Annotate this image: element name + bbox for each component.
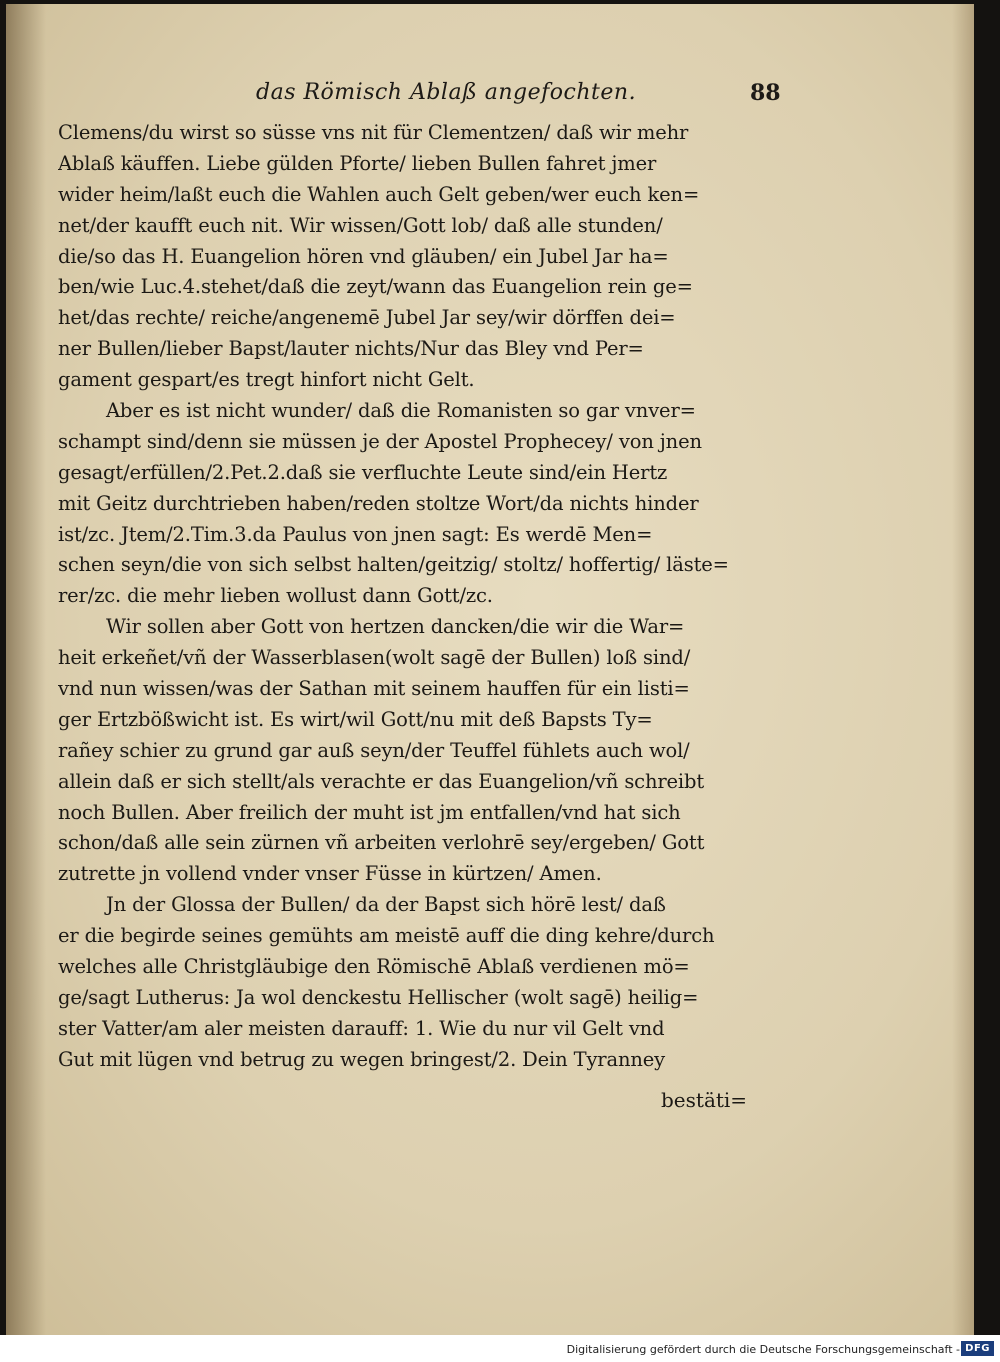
text-line: ge/sagt Lutherus: Ja wol denckestu Hellischer (wolt sagē) heilig= <box>58 985 699 1009</box>
text-line: er die begirde seines gemühts am meistē auff die ding kehre/durch <box>58 924 715 948</box>
book-page <box>6 4 974 1335</box>
catchword: bestäti= <box>661 1088 748 1112</box>
text-line: Aber es ist nicht wunder/ daß die Romanisten so gar vnver= <box>106 399 696 423</box>
text-line: Ablaß käuffen. Liebe gülden Pforte/ lieben Bullen fahret jmer <box>58 151 657 175</box>
text-line: het/das rechte/ reiche/angenemē Jubel Jar sey/wir dörffen dei= <box>58 306 676 330</box>
text-line: mit Geitz durchtrieben haben/reden stoltze Wort/da nichts hinder <box>58 491 699 515</box>
page-header <box>6 80 974 114</box>
text-line: Gut mit lügen vnd betrug zu wegen bringest/2. Dein Tyranney <box>58 1047 666 1071</box>
text-line: gesagt/erfüllen/2.Pet.2.daß sie verfluchte Leute sind/ein Hertz <box>58 460 668 484</box>
dfg-logo: DFG <box>961 1341 994 1356</box>
text-line: heit erkeñet/vñ der Wasserblasen(wolt sagē der Bullen) loß sind/ <box>58 646 691 670</box>
text-line: ger Ertzbößwicht ist. Es wirt/wil Gott/nu mit deß Bapsts Ty= <box>58 707 653 731</box>
text-line: Clemens/du wirst so süsse vns nit für Clementzen/ daß wir mehr <box>58 121 689 144</box>
text-line: rer/zc. die mehr lieben wollust dann Gott/zc. <box>58 584 493 608</box>
footer-bar <box>0 1335 1000 1362</box>
running-title: das Römisch Ablaß angefochten. <box>256 80 637 105</box>
body-text <box>58 118 782 1076</box>
text-line: net/der kaufft euch nit. Wir wissen/Gott lob/ daß alle stunden/ <box>58 213 663 237</box>
text-line: allein daß er sich stellt/als verachte er das Euangelion/vñ schreibt <box>58 769 705 793</box>
text-line: ster Vatter/am aler meisten darauff: 1. Wie du nur vil Gelt vnd <box>58 1016 665 1040</box>
text-line: wider heim/laßt euch die Wahlen auch Gelt geben/wer euch ken= <box>58 182 700 206</box>
text-line: noch Bullen. Aber freilich der muht ist jm entfallen/vnd hat sich <box>58 800 681 824</box>
text-line: schon/daß alle sein zürnen vñ arbeiten verlohrē sey/ergeben/ Gott <box>58 831 705 855</box>
text-line: schen seyn/die von sich selbst halten/geitzig/ stoltz/ hoffertig/ läste= <box>58 553 729 577</box>
text-line: vnd nun wissen/was der Sathan mit seinem hauffen für ein listi= <box>58 677 690 701</box>
text-line: ben/wie Luc.4.stehet/daß die zeyt/wann das Euangelion rein ge= <box>58 275 693 299</box>
page-number: 88 <box>750 80 781 106</box>
text-line: rañey schier zu grund gar auß seyn/der Teuffel fühlets auch wol/ <box>58 738 690 762</box>
text-line: Jn der Glossa der Bullen/ da der Bapst sich hörē lest/ daß <box>106 893 666 917</box>
text-line: die/so das H. Euangelion hören vnd gläuben/ ein Jubel Jar ha= <box>58 244 669 268</box>
text-line: schampt sind/denn sie müssen je der Apostel Prophecey/ von jnen <box>58 429 702 453</box>
text-line: gament gespart/es tregt hinfort nicht Gelt. <box>58 368 475 392</box>
text-line: zutrette jn vollend vnder vnser Füsse in kürtzen/ Amen. <box>58 862 602 886</box>
text-line: ist/zc. Jtem/2.Tim.3.da Paulus von jnen sagt: Es werdē Men= <box>58 522 653 546</box>
footer-credit: Digitalisierung gefördert durch die Deutsche Forschungsgemeinschaft - <box>566 1343 960 1356</box>
text-line: ner Bullen/lieber Bapst/lauter nichts/Nur das Bley vnd Per= <box>58 337 644 361</box>
text-line: welches alle Christgläubige den Römischē Ablaß verdienen mö= <box>58 955 690 979</box>
text-line: Wir sollen aber Gott von hertzen dancken/die wir die War= <box>106 615 685 639</box>
